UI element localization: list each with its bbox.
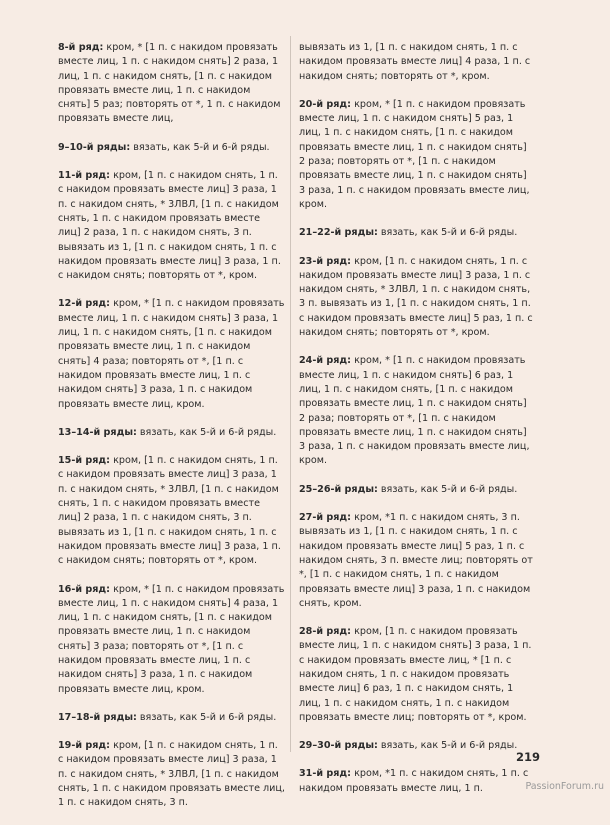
instruction-row xyxy=(58,583,285,697)
row-text: кром, *1 п. с накидом снять, 3 п. вывязать из 1, [1 п. с накидом снять, 1 п. с накидом провязать вместе лиц] 5 раз, 1 п. с накидом снять, 3 п. вместе лиц; повторять от *, [1 п. с накидом снять, 1 п. с накидом провязать вместе лиц] 3 раза, 1 п. с накидом снять, кром. xyxy=(299,512,533,609)
instruction-row xyxy=(58,454,285,568)
row-text: кром, [1 п. с накидом снять, 1 п. с накидом провязать вместе лиц] 3 раза, 1 п. с накидом снять, * 3ЛВЛ, 1 п. с накидом снять, 3 п. вывязать из 1, [1 п. с накидом снять, 1 п. с накидом провязать вместе лиц] 5 раз, 1 п. с накидом снять; повторять от *, кром. xyxy=(299,255,533,339)
row-label: 29–30-й ряды: xyxy=(299,740,378,752)
instruction-row xyxy=(58,711,285,725)
row-text: кром, [1 п. с накидом снять, 1 п. с накидом провязать вместе лиц] 3 раза, 1 п. с накидом снять, * 3ЛВЛ, [1 п. с накидом снять, 1 п. с накидом провязать вместе лиц] 2 раза, 1 п. с накидом снять, 3 п. вывязать из 1, [1 п. с накидом снять, 1 п. с накидом провязать вместе лиц] 3 раза, 1 п. с накидом снять; повторять от *, кром. xyxy=(58,170,281,282)
instruction-row xyxy=(299,767,534,796)
row-label: 31-й ряд: xyxy=(299,768,352,780)
row-text: вязать, как 5-й и 6-й ряды. xyxy=(136,426,277,438)
row-text: вязать, как 5-й и 6-й ряды. xyxy=(136,711,277,723)
row-label: 16-й ряд: xyxy=(58,583,111,595)
left-text-column xyxy=(58,41,285,825)
row-text: вязать, как 5-й и 6-й ряды. xyxy=(130,141,270,153)
row-text: вывязать из 1, [1 п. с накидом снять, 1 п. с накидом провязать вместе лиц] 4 раза, 1 п. с накидом снять; повторять от *, кром. xyxy=(299,42,531,82)
row-label: 20-й ряд: xyxy=(299,98,352,110)
instruction-row xyxy=(299,625,534,725)
row-text: кром, *1 п. с накидом снять, 1 п. с накидом провязать вместе лиц, 1 п. xyxy=(299,768,529,794)
row-label: 19-й ряд: xyxy=(58,740,111,752)
row-label: 11-й ряд: xyxy=(58,170,111,182)
instruction-row xyxy=(58,141,285,155)
row-label: 28-й ряд: xyxy=(299,626,352,638)
row-label: 9–10-й ряды: xyxy=(58,141,131,153)
row-text: кром, * [1 п. с накидом провязать вместе лиц, 1 п. с накидом снять] 6 раз, 1 лиц, 1 п. с накидом снять, [1 п. с накидом провязать вместе лиц, 1 п. с накидом снять] 2 раза; повторять от *, [1 п. с накидом провязать вместе лиц, 1 п. с накидом снять] 3 раза, 1 п. с накидом провязать вместе лиц, кром. xyxy=(299,355,530,467)
row-label: 27-й ряд: xyxy=(299,512,352,524)
column-divider xyxy=(290,36,291,752)
instruction-row xyxy=(299,98,534,212)
row-text: кром, * [1 п. с накидом провязать вместе лиц, 1 п. с накидом снять] 4 раза, 1 лиц, 1 п. с накидом снять, [1 п. с накидом провязать вместе лиц, 1 п. с накидом снять] 3 раза; повторять от *, [1 п. с накидом провязать вместе лиц, 1 п. с накидом снять] 3 раза, 1 п. с накидом провязать вместе лиц, кром. xyxy=(58,583,285,695)
row-label: 24-й ряд: xyxy=(299,355,352,367)
row-label: 8-й ряд: xyxy=(58,42,104,53)
row-label: 12-й ряд: xyxy=(58,298,111,310)
instruction-row xyxy=(58,297,285,411)
row-label: 21–22-й ряды: xyxy=(299,227,378,239)
instruction-row xyxy=(299,255,534,341)
row-text: кром, * [1 п. с накидом провязать вместе лиц, 1 п. с накидом снять] 2 раза, 1 лиц, 1 п. с накидом снять, [1 п. с накидом провязать вместе лиц, 1 п. с накидом снять] 5 раз; повторять от *, 1 п. с накидом провязать вместе лиц, xyxy=(58,42,281,125)
instruction-row xyxy=(299,354,534,468)
row-label: 25–26-й ряды: xyxy=(299,483,378,495)
row-label: 15-й ряд: xyxy=(58,455,111,467)
row-label: 23-й ряд: xyxy=(299,255,352,267)
instruction-row xyxy=(299,226,534,240)
page-number: 219 xyxy=(515,750,540,764)
instruction-row xyxy=(58,169,285,283)
instruction-row xyxy=(299,41,534,84)
row-label: 17–18-й ряды: xyxy=(58,711,137,723)
row-text: кром, [1 п. с накидом снять, 1 п. с накидом провязать вместе лиц] 3 раза, 1 п. с накидом снять, * 3ЛВЛ, [1 п. с накидом снять, 1 п. с накидом провязать вместе лиц, 1 п. с накидом снять, 3 п. xyxy=(58,740,285,809)
instruction-row xyxy=(299,483,534,497)
row-text: вязать, как 5-й и 6-й ряды. xyxy=(377,740,518,752)
instruction-row xyxy=(58,426,285,440)
row-text: вязать, как 5-й и 6-й ряды. xyxy=(377,483,518,495)
instruction-row xyxy=(299,739,534,753)
row-text: кром, [1 п. с накидом снять, 1 п. с накидом провязать вместе лиц] 3 раза, 1 п. с накидом снять, * 3ЛВЛ, [1 п. с накидом снять, 1 п. с накидом провязать вместе лиц] 2 раза, 1 п. с накидом снять, 3 п. вывязать из 1, [1 п. с накидом снять, 1 п. с накидом провязать вместе лиц] 3 раза, 1 п. с накидом снять; повторять от *, кром. xyxy=(58,455,281,567)
instruction-row xyxy=(58,41,285,127)
watermark: PassionForum.ru xyxy=(525,781,604,792)
right-text-column xyxy=(299,41,534,810)
row-text: кром, [1 п. с накидом провязать вместе лиц, 1 п. с накидом снять] 3 раза, 1 п. с накидом провязать вместе лиц, * [1 п. с накидом снять, 1 п. с накидом провязать вместе лиц] 6 раз, 1 п. с накидом снять, 1 лиц, 1 п. с накидом снять, 1 п. с накидом провязать вместе лиц; повторять от *, кром. xyxy=(299,626,532,723)
row-text: вязать, как 5-й и 6-й ряды. xyxy=(377,227,518,239)
row-label: 13–14-й ряды: xyxy=(58,426,137,438)
row-text: кром, * [1 п. с накидом провязать вместе лиц, 1 п. с накидом снять] 3 раза, 1 лиц, 1 п. с накидом снять, [1 п. с накидом провязать вместе лиц, 1 п. с накидом снять] 4 раза; повторять от *, [1 п. с накидом провязать вместе лиц, 1 п. с накидом снять] 3 раза, 1 п. с накидом провязать вместе лиц, кром. xyxy=(58,298,285,410)
instruction-row xyxy=(299,511,534,611)
row-text: кром, * [1 п. с накидом провязать вместе лиц, 1 п. с накидом снять] 5 раз, 1 лиц, 1 п. с накидом снять, [1 п. с накидом провязать вместе лиц, 1 п. с накидом снять] 2 раза; повторять от *, [1 п. с накидом провязать вместе лиц, 1 п. с накидом снять] 3 раза, 1 п. с накидом провязать вместе лиц, кром. xyxy=(299,98,530,210)
